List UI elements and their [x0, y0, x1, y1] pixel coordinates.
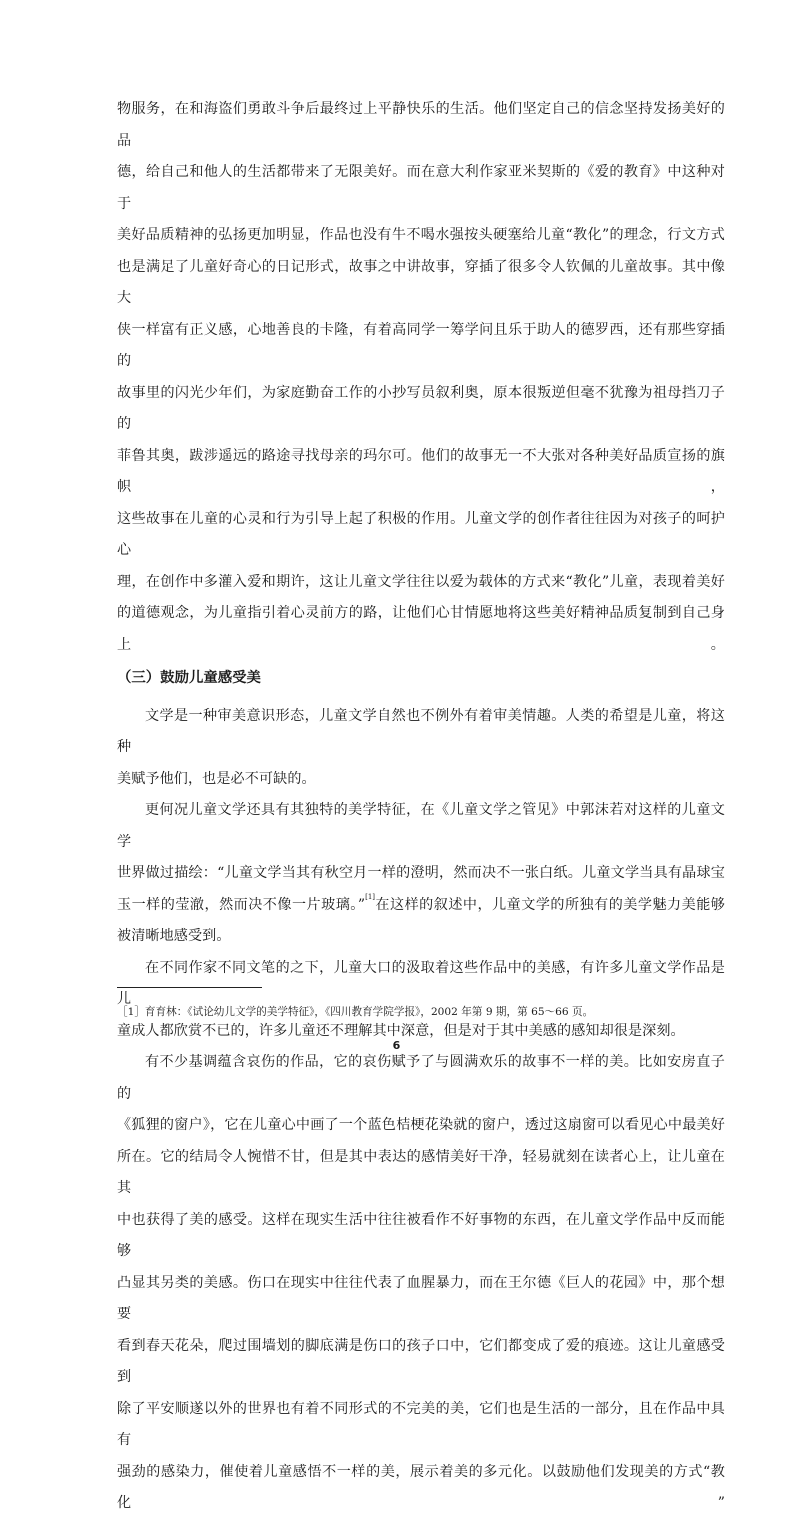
- page-body: [117, 94, 725, 1520]
- footnote-divider: [117, 987, 262, 988]
- text-line: 所在。它的结局令人惋惜不甘，但是其中表达的感情美好干净，轻易就刻在读者心上，让儿童在其: [117, 1148, 725, 1196]
- paragraph-5: [117, 1047, 725, 1520]
- text-line: 世界做过描绘：“儿童文学当其有秋空月一样的澄明，然而决不一张白纸。儿童文学当具有晶球宝: [117, 865, 725, 881]
- text-line: 也是满足了儿童好奇心的日记形式，故事之中讲故事，穿插了很多令人钦佩的儿童故事。其中像大: [117, 258, 725, 306]
- text-line: 中也获得了美的感受。这样在现实生活中往往被看作不好事物的东西，在儿童文学作品中反而能够: [117, 1211, 725, 1259]
- citation-mark[interactable]: [1]: [365, 892, 376, 901]
- text-line: 理，在创作中多灌入爱和期许，这让儿童文学往往以爱为载体的方式来“教化”儿童，表现着美好: [117, 573, 725, 590]
- text-line: 除了平安顺遂以外的世界也有着不同形式的不完美的美，它们也是生活的一部分，且在作品中具有: [117, 1400, 725, 1448]
- paragraph-3: [117, 795, 725, 953]
- text-line: 菲鲁其奥，跋涉遥远的路途寻找母亲的玛尔可。他们的故事无一不大张对各种美好品质宣扬的旗帜，: [117, 447, 725, 495]
- text-line: 德，给自己和他人的生活都带来了无限美好。而在意大利作家亚米契斯的《爱的教育》中这种对于: [117, 164, 725, 212]
- text-fragment: 玉一样的莹澈，然而决不像一片玻璃。”: [117, 896, 366, 913]
- text-line: 看到春天花朵，爬过围墙划的脚底满是伤口的孩子口中，它们都变成了爱的痕迹。这让儿童感受到: [117, 1337, 725, 1385]
- text-line: 有不少基调蕴含哀伤的作品，它的哀伤赋予了与圆满欢乐的故事不一样的美。比如安房直子的: [117, 1054, 725, 1102]
- text-fragment: 在这样的叙述中，儿童文学的所独有的美学魅力美能够: [375, 896, 725, 913]
- text-line: 美赋予他们，也是必不可缺的。: [117, 770, 316, 787]
- paragraph-1: [117, 94, 725, 661]
- text-line: 被清晰地感受到。: [117, 928, 231, 944]
- text-line: 《狐狸的窗户》，它在儿童心中画了一个蓝色桔梗花染就的窗户，透过这扇窗可以看见心中最美好: [117, 1117, 725, 1133]
- text-line: 侠一样富有正义感，心地善良的卡隆，有着高同学一筹学问且乐于助人的德罗西，还有那些穿插的: [117, 321, 725, 369]
- footnote: ［1］育育林：《试论幼儿文学的美学特征》，《四川教育学院学报》，2002 年第 9 期，第 65～66 页。: [117, 1006, 594, 1018]
- paragraph-2: [117, 701, 725, 796]
- text-line: 更何况儿童文学还具有其独特的美学特征，在《儿童文学之管见》中郭沫若对这样的儿童文学: [117, 802, 725, 850]
- text-line: 强劲的感染力，催使着儿童感悟不一样的美，展示着美的多元化。以鼓励他们发现美的方式“教化”: [117, 1463, 725, 1511]
- text-line: 故事里的闪光少年们，为家庭勤奋工作的小抄写员叙利奥，原本很叛逆但毫不犹豫为祖母挡刀子的: [117, 384, 725, 432]
- text-line: 凸显其另类的美感。伤口在现实中往往代表了血腥暴力，而在王尔德《巨人的花园》中，那个想要: [117, 1274, 725, 1322]
- text-line: 童成人都欣赏不已的，许多儿童还不理解其中深意，但是对于其中美感的感知却很是深刻。: [117, 1022, 685, 1039]
- paragraph-4: [117, 953, 725, 1048]
- text-line: 美好品质精神的弘扬更加明显，作品也没有牛不喝水强按头硬塞给儿童“教化”的理念，行文方式: [117, 227, 725, 243]
- section-heading: （三）鼓励儿童感受美: [117, 669, 261, 686]
- text-line: [117, 890, 725, 922]
- page-number: 6: [392, 1039, 401, 1052]
- text-line: 这些故事在儿童的心灵和行为引导上起了积极的作用。儿童文学的创作者往往因为对孩子的呵护心: [117, 510, 725, 558]
- text-line: 的道德观念，为儿童指引着心灵前方的路，让他们心甘情愿地将这些美好精神品质复制到自己身上。: [117, 605, 725, 653]
- text-line: 在不同作家不同文笔的之下，儿童大口的汲取着这些作品中的美感，有许多儿童文学作品是儿: [117, 959, 725, 1007]
- text-line: 物服务，在和海盗们勇敢斗争后最终过上平静快乐的生活。他们坚定自己的信念坚持发扬美好的品: [117, 101, 725, 149]
- text-line: 文学是一种审美意识形态，儿童文学自然也不例外有着审美情趣。人类的希望是儿童，将这种: [117, 707, 725, 755]
